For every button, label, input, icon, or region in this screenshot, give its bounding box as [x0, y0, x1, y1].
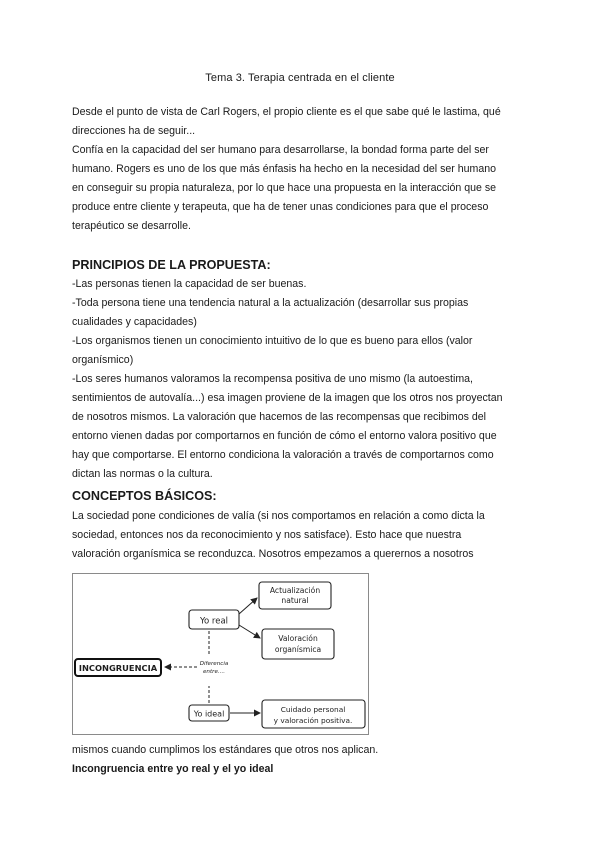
cuidado-box: [262, 700, 365, 728]
intro-line: humano. Rogers es uno de los que más énfasis ha hecho en la necesidad del ser humano: [72, 163, 497, 175]
conceptos-line: sociedad, entonces nos da reconocimiento y nos satisface). Esto hace que nuestra: [72, 529, 462, 541]
cuidado-label-1: Cuidado personal: [280, 705, 346, 714]
arrow-actualizacion: [239, 598, 257, 614]
cuidado-label-2: y valoración positiva.: [273, 716, 353, 725]
valoracion-box: [262, 629, 334, 659]
principios-line: sentimientos de autovalía...) esa imagen proviene de la imagen que los otros nos proyectan: [72, 392, 503, 404]
yo-real-box: [189, 610, 239, 629]
actualizacion-label-1: Actualización: [269, 586, 321, 595]
principios-line: de nosotros mismos. La valoración que hacemos de las recompensas que recibimos del: [72, 411, 486, 423]
closing-bold-line: Incongruencia entre yo real y el yo ideal: [72, 763, 274, 775]
yo-real-label: Yo real: [199, 616, 229, 627]
intro-line: en conseguir su propia naturaleza, por lo que hace una propuesta en la interacción que se: [72, 182, 497, 194]
valoracion-label-2: organísmica: [274, 645, 322, 654]
conceptos-heading: CONCEPTOS BÁSICOS:: [72, 489, 217, 503]
principios-line: -Toda persona tiene una tendencia natural a la actualización (desarrollar sus propias: [72, 297, 469, 309]
principios-line: entorno vienen dadas por comportarnos en función de cómo el entorno valora positivo que: [72, 430, 497, 442]
principios-line: -Los organismos tienen un conocimiento intuitivo de lo que es bueno para ellos (valor: [72, 335, 473, 347]
valoracion-label-1: Valoración: [278, 634, 318, 643]
conceptos-line: La sociedad pone condiciones de valía (si nos comportamos en relación a como dicta la: [72, 510, 485, 522]
principios-line: -Las personas tienen la capacidad de ser buenas.: [72, 278, 307, 290]
intro-line: terapéutico se desarrolle.: [72, 220, 191, 232]
principios-heading: PRINCIPIOS DE LA PROPUESTA:: [72, 258, 271, 272]
principios-line: hay que comportarse. El entorno condiciona la valoración a través de comportarnos como: [72, 449, 494, 461]
actualizacion-box: [259, 582, 331, 609]
intro-line: Confía en la capacidad del ser humano para desarrollarse, la bondad forma parte del ser: [72, 144, 489, 156]
principios-line: -Los seres humanos valoramos la recompensa positiva de uno mismo (la autoestima,: [72, 373, 473, 385]
conceptos-after-diagram: mismos cuando cumplimos los estándares que otros nos aplican.: [72, 744, 379, 756]
arrow-valoracion: [239, 625, 260, 638]
diferencia-label-2: entre....: [202, 669, 226, 675]
intro-line: direcciones ha de seguir...: [72, 125, 196, 137]
incongruencia-label: INCONGRUENCIA: [78, 663, 158, 673]
yo-ideal-label: Yo ideal: [193, 709, 225, 719]
actualizacion-label-2: natural: [281, 596, 309, 605]
document-title: Tema 3. Terapia centrada en el cliente: [205, 72, 395, 84]
principios-line: organísmico): [72, 354, 134, 366]
intro-line: Desde el punto de vista de Carl Rogers, el propio cliente es el que sabe qué le lastima, qué: [72, 106, 501, 118]
incongruence-diagram: [72, 573, 369, 735]
principios-line: cualidades y capacidades): [72, 316, 197, 328]
yo-ideal-box: [189, 705, 229, 721]
diferencia-label-1: Diferencia: [199, 661, 229, 667]
incongruencia-box: [75, 659, 161, 676]
principios-line: dictan las normas o la cultura.: [72, 468, 213, 480]
conceptos-line: valoración organísmica se reconduzca. Nosotros empezamos a querernos a nosotros: [72, 548, 474, 560]
intro-line: produce entre cliente y terapeuta, que ha de tener unas condiciones para que el proceso: [72, 201, 489, 213]
